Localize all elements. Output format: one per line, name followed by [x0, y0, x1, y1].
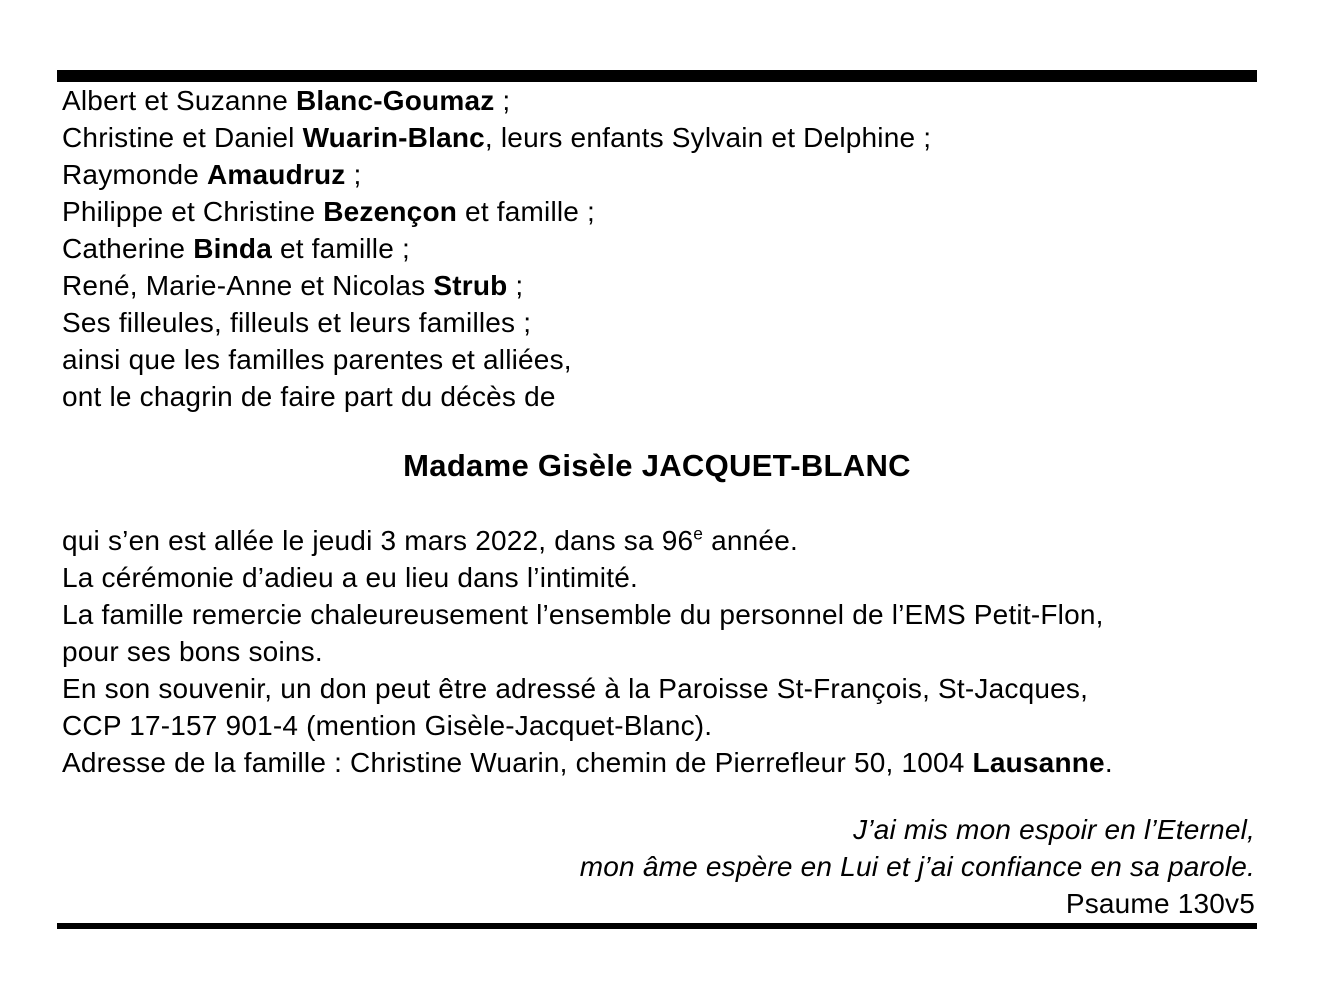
family-intro-block	[57, 82, 1257, 415]
psalm-quote-block	[57, 811, 1257, 922]
top-rule	[57, 70, 1257, 82]
ceremony-line: La cérémonie d’adieu a eu lieu dans l’intimité.	[62, 562, 638, 593]
family-line-text: ainsi que les familles parentes et alliées,	[62, 344, 572, 375]
family-line-text: , leurs enfants Sylvain et Delphine ;	[484, 122, 932, 153]
family-line-text: Christine et Daniel	[62, 122, 303, 153]
family-name: Strub	[433, 270, 508, 301]
obituary-content	[57, 70, 1257, 929]
thanks-line: pour ses bons soins.	[62, 636, 323, 667]
family-line-text: et famille ;	[271, 233, 410, 264]
ordinal-superscript: e	[693, 523, 704, 544]
family-line-text: René, Marie-Anne et Nicolas	[62, 270, 434, 301]
family-line	[62, 156, 1257, 193]
details-block	[57, 522, 1257, 781]
family-line-text: ;	[494, 85, 511, 116]
family-line	[62, 230, 1257, 267]
family-name: Binda	[193, 233, 272, 264]
death-date-text: qui s’en est allée le jeudi 3 mars 2022, dans sa 96	[62, 525, 694, 556]
family-address-line	[62, 744, 1257, 781]
family-name: Bezençon	[323, 196, 458, 227]
family-line-text: Ses filleules, filleuls et leurs familles ;	[62, 307, 532, 338]
address-city: Lausanne	[972, 747, 1105, 778]
deceased-name-title: Madame Gisèle JACQUET-BLANC	[403, 448, 911, 483]
family-line-text: ont le chagrin de faire part du décès de	[62, 381, 556, 412]
family-line	[62, 304, 1257, 341]
family-line-text: Albert et Suzanne	[62, 85, 296, 116]
family-line	[62, 267, 1257, 304]
family-line-text: ;	[345, 159, 362, 190]
family-line-text: et famille ;	[457, 196, 596, 227]
family-line-text: Catherine	[62, 233, 194, 264]
thanks-line: La famille remercie chaleureusement l’ensemble du personnel de l’EMS Petit-Flon,	[62, 599, 1104, 630]
family-line	[62, 119, 1257, 156]
address-text: Adresse de la famille : Christine Wuarin, chemin de Pierrefleur 50, 1004	[62, 747, 973, 778]
family-line	[62, 378, 1257, 415]
donation-line: En son souvenir, un don peut être adressé à la Paroisse St-François, St-Jacques,	[62, 673, 1089, 704]
quote-line: J’ai mis mon espoir en l’Eternel,	[853, 814, 1255, 845]
family-name: Blanc-Goumaz	[295, 85, 495, 116]
family-line	[62, 193, 1257, 230]
family-line	[62, 82, 1257, 119]
family-line-text: Philippe et Christine	[62, 196, 324, 227]
death-date-text: année.	[703, 525, 798, 556]
family-line-text: ;	[507, 270, 524, 301]
family-line-text: Raymonde	[62, 159, 207, 190]
quote-line: mon âme espère en Lui et j’ai confiance en sa parole.	[579, 851, 1255, 882]
address-text: .	[1104, 747, 1113, 778]
death-date-line	[62, 522, 1257, 559]
bottom-rule	[57, 923, 1257, 929]
family-name: Amaudruz	[207, 159, 346, 190]
family-name: Wuarin-Blanc	[302, 122, 485, 153]
psalm-reference: Psaume 130v5	[1065, 888, 1255, 919]
donation-line: CCP 17-157 901-4 (mention Gisèle-Jacquet-Blanc).	[62, 710, 713, 741]
family-line	[62, 341, 1257, 378]
